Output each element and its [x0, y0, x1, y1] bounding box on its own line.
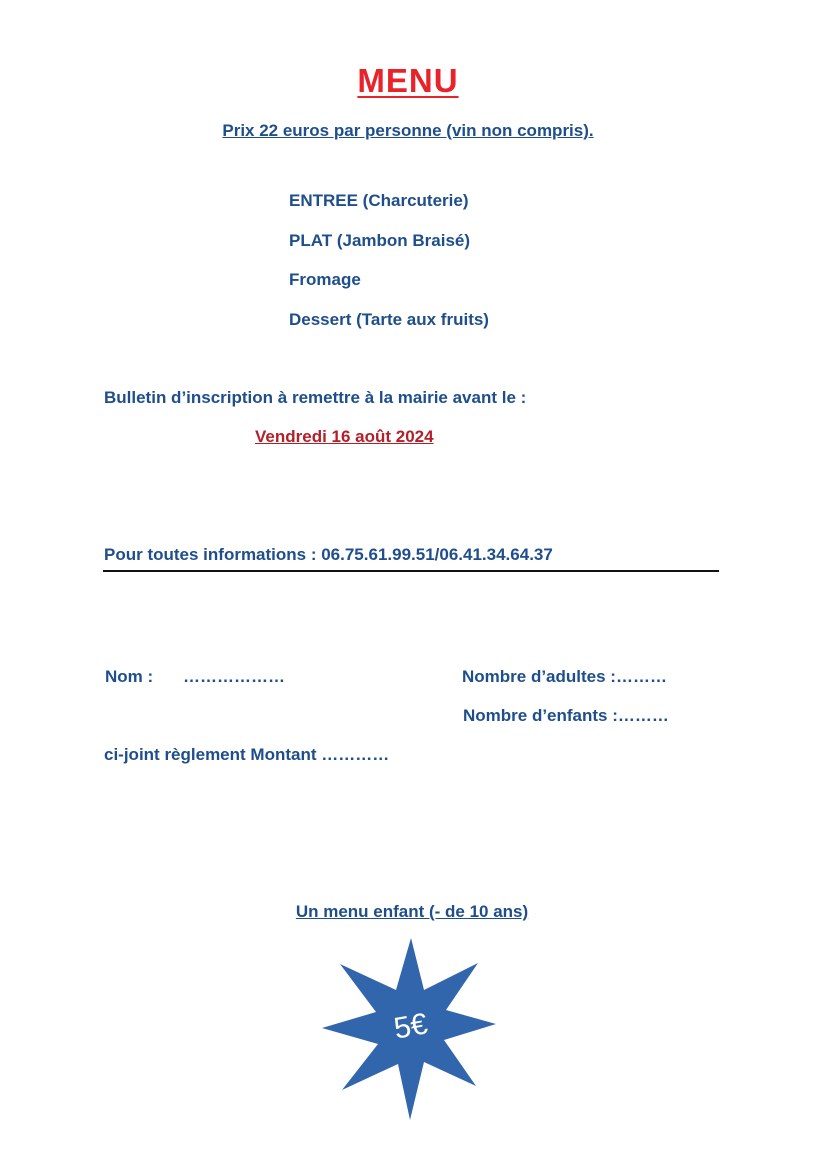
- child-menu-label: Un menu enfant (- de 10 ans): [295, 902, 529, 921]
- course-dessert: Dessert (Tarte aux fruits): [289, 310, 489, 329]
- divider-line: [103, 570, 719, 572]
- name-field[interactable]: ………………: [183, 667, 285, 686]
- child-menu-price: 5€: [391, 1007, 431, 1046]
- registration-instruction: Bulletin d’inscription à remettre à la mairie avant le :: [104, 388, 527, 407]
- starburst-badge: [318, 928, 504, 1128]
- course-entree: ENTREE (Charcuterie): [289, 191, 469, 210]
- adults-count-field[interactable]: Nombre d’adultes :………: [462, 667, 667, 686]
- contact-info: Pour toutes informations : 06.75.61.99.51/06.41.34.64.37: [104, 545, 553, 564]
- course-fromage: Fromage: [289, 270, 361, 289]
- course-plat: PLAT (Jambon Braisé): [289, 231, 471, 250]
- children-count-field[interactable]: Nombre d’enfants :………: [463, 706, 669, 725]
- payment-amount-field[interactable]: ci-joint règlement Montant …………: [104, 745, 390, 764]
- price-line: Prix 22 euros par personne (vin non compris).: [222, 121, 594, 140]
- registration-deadline: Vendredi 16 août 2024: [255, 427, 434, 446]
- menu-title: MENU: [357, 62, 459, 99]
- name-label: Nom :: [105, 667, 154, 686]
